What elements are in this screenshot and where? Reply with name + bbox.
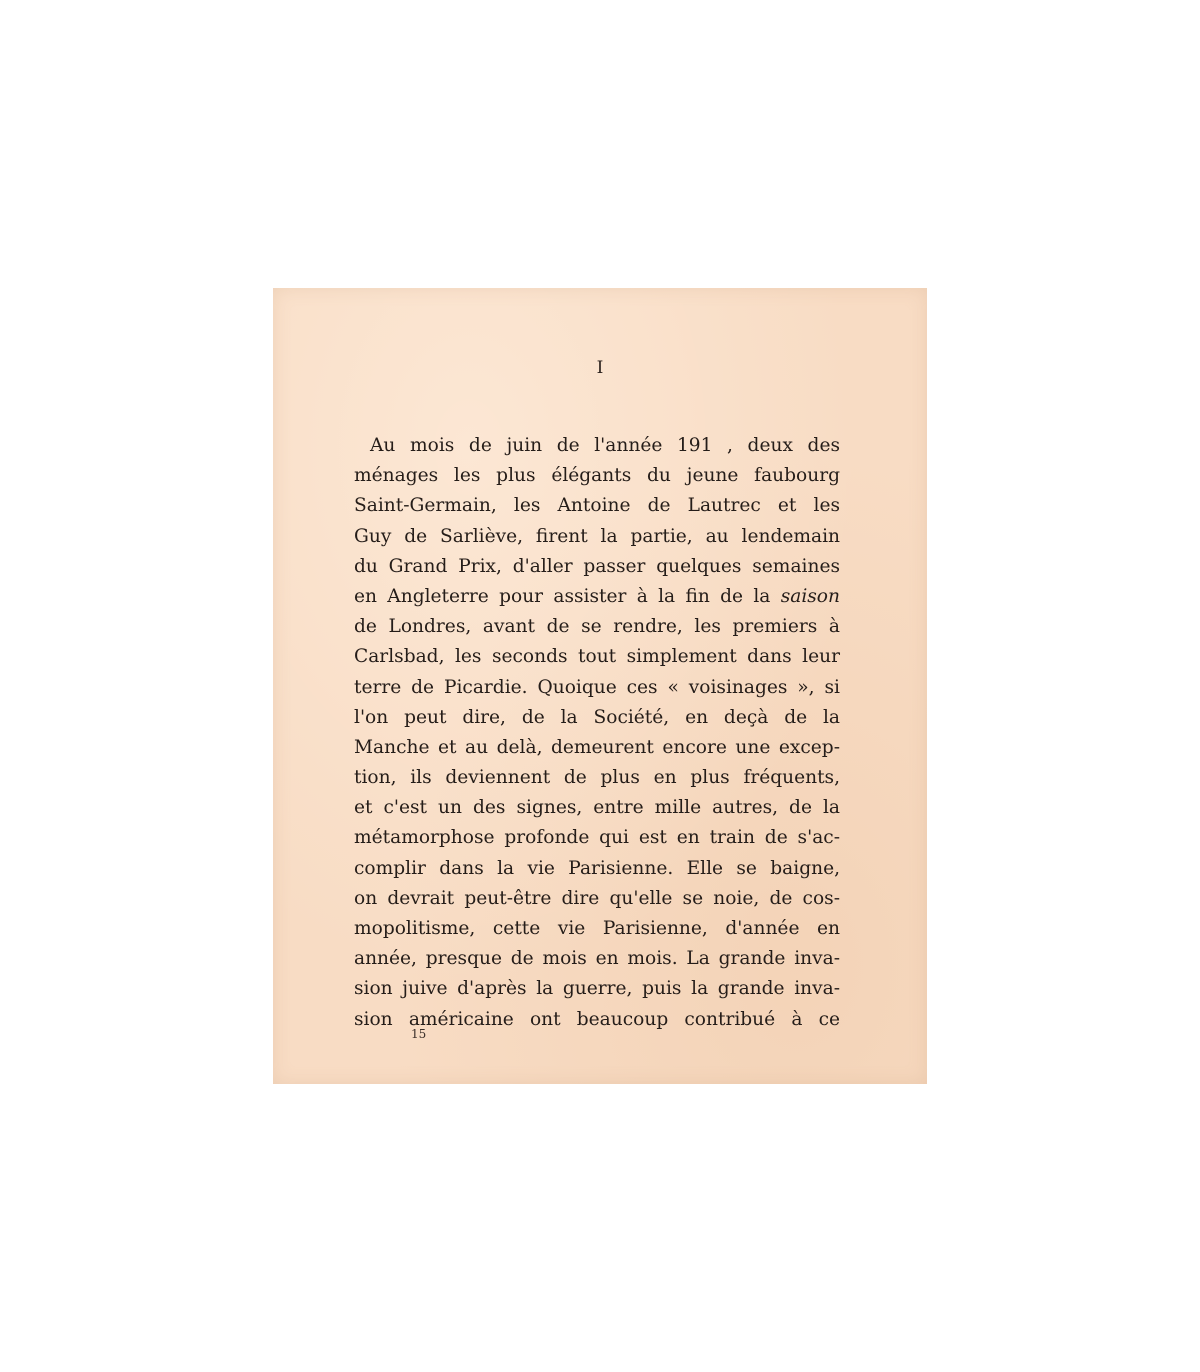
text-line-17: mopolitisme, cette vie Parisienne, d'année en (354, 918, 840, 939)
text-line-12: tion, ils deviennent de plus en plus fréquents, (354, 767, 840, 789)
text-line-8: Carlsbad, les seconds tout simplement dans leur (354, 646, 840, 668)
text-line-13: et c'est un des signes, entre mille autres, de la (354, 797, 840, 819)
text-line-15: complir dans la vie Parisienne. Elle se baigne, (354, 857, 840, 879)
text-line-6-roman: en Angleterre pour assister à la fin de la (354, 585, 771, 607)
text-line-7: de Londres, avant de se rendre, les premiers à (354, 616, 840, 638)
text-line-20: sion américaine ont beaucoup contribué à ce (354, 1008, 840, 1030)
text-line-5: du Grand Prix, d'aller passer quelques semaines (354, 555, 840, 577)
text-line-9: terre de Picardie. Quoique ces « voisinages », si (354, 676, 840, 698)
book-page (273, 288, 927, 1084)
text-line-14: métamorphose profonde qui est en train de s'ac- (354, 827, 840, 849)
chapter-heading: I (596, 358, 604, 378)
text-line-3: Saint-Germain, les Antoine de Lautrec et les (354, 495, 840, 517)
text-line-6 (354, 582, 840, 612)
page-number: 15 (411, 1027, 427, 1041)
text-line-19: sion juive d'après la guerre, puis la grande inva- (354, 978, 840, 1000)
text-line-1: Au mois de juin de l'année 191 , deux des (370, 435, 840, 456)
italic-word: saison (780, 585, 840, 607)
text-line-10: l'on peut dire, de la Société, en deçà de la (354, 706, 840, 728)
text-line-2: ménages les plus élégants du jeune faubourg (354, 465, 840, 487)
text-line-16: on devrait peut-être dire qu'elle se noie, de cos- (354, 887, 840, 909)
text-line-11: Manche et au delà, demeurent encore une excep- (354, 736, 840, 758)
text-line-4: Guy de Sarliève, firent la partie, au lendemain (354, 525, 840, 547)
body-text (354, 431, 840, 1035)
text-line-18: année, presque de mois en mois. La grande inva- (354, 948, 840, 970)
